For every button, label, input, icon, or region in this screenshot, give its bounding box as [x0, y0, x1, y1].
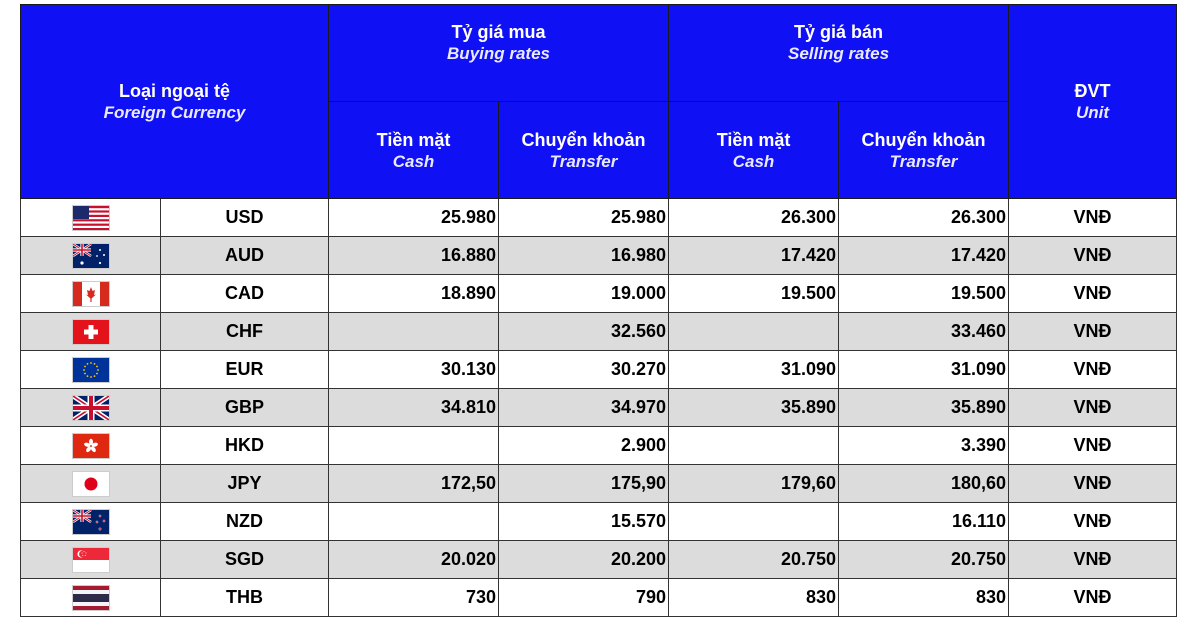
gb-flag-icon: [72, 395, 110, 421]
unit-header: [1009, 5, 1177, 199]
currency-code: CHF: [161, 313, 329, 351]
unit-value: VNĐ: [1009, 237, 1177, 275]
buy-transfer-value: 34.970: [499, 389, 669, 427]
buy-cash-header: [329, 102, 499, 199]
buy-cash-header-vi: Tiền mặt: [376, 129, 451, 150]
sell-cash-value: 17.420: [669, 237, 839, 275]
buy-cash-value: 730: [329, 579, 499, 617]
unit-value: VNĐ: [1009, 199, 1177, 237]
buy-transfer-header-vi: Chuyển khoản: [521, 129, 646, 150]
buy-transfer-header: [499, 102, 669, 199]
flag-cell: [21, 275, 161, 313]
sell-cash-value: [669, 313, 839, 351]
sell-transfer-value: 16.110: [839, 503, 1009, 541]
nz-flag-icon: [72, 509, 110, 535]
table-row: [21, 313, 1177, 351]
flag-cell: [21, 313, 161, 351]
buying-header-en: Buying rates: [447, 43, 551, 63]
currency-code: AUD: [161, 237, 329, 275]
buying-rates-header: [329, 5, 669, 102]
currency-code: CAD: [161, 275, 329, 313]
unit-value: VNĐ: [1009, 465, 1177, 503]
buy-transfer-value: 32.560: [499, 313, 669, 351]
unit-value: VNĐ: [1009, 389, 1177, 427]
sell-cash-value: [669, 427, 839, 465]
buy-cash-value: 16.880: [329, 237, 499, 275]
currency-header-en: Foreign Currency: [103, 103, 246, 122]
buy-transfer-value: 25.980: [499, 199, 669, 237]
sg-flag-icon: [72, 547, 110, 573]
flag-cell: [21, 427, 161, 465]
buy-transfer-value: 30.270: [499, 351, 669, 389]
unit-value: VNĐ: [1009, 541, 1177, 579]
sell-transfer-header: [839, 102, 1009, 199]
eu-flag-icon: [72, 357, 110, 383]
flag-cell: [21, 465, 161, 503]
table-row: [21, 427, 1177, 465]
exchange-rate-table: [20, 4, 1177, 617]
flag-cell: [21, 351, 161, 389]
selling-header-en: Selling rates: [787, 43, 890, 63]
ca-flag-icon: [72, 281, 110, 307]
sell-cash-value: 20.750: [669, 541, 839, 579]
hk-flag-icon: [72, 433, 110, 459]
buy-cash-value: 172,50: [329, 465, 499, 503]
au-flag-icon: [72, 243, 110, 269]
unit-value: VNĐ: [1009, 579, 1177, 617]
buy-cash-value: 20.020: [329, 541, 499, 579]
buy-cash-value: 30.130: [329, 351, 499, 389]
buy-transfer-value: 20.200: [499, 541, 669, 579]
unit-value: VNĐ: [1009, 351, 1177, 389]
table-row: [21, 351, 1177, 389]
currency-header-vi: Loại ngoại tệ: [119, 81, 231, 101]
sell-transfer-value: 33.460: [839, 313, 1009, 351]
buy-transfer-value: 175,90: [499, 465, 669, 503]
unit-value: VNĐ: [1009, 275, 1177, 313]
unit-value: VNĐ: [1009, 313, 1177, 351]
flag-cell: [21, 199, 161, 237]
currency-code: JPY: [161, 465, 329, 503]
buy-transfer-value: 16.980: [499, 237, 669, 275]
flag-cell: [21, 541, 161, 579]
buy-cash-value: [329, 427, 499, 465]
currency-code: USD: [161, 199, 329, 237]
sell-transfer-value: 19.500: [839, 275, 1009, 313]
sell-cash-value: 179,60: [669, 465, 839, 503]
buy-cash-value: [329, 503, 499, 541]
sell-cash-value: 19.500: [669, 275, 839, 313]
sell-cash-value: 35.890: [669, 389, 839, 427]
table-row: [21, 541, 1177, 579]
buy-cash-value: 18.890: [329, 275, 499, 313]
sell-cash-header-vi: Tiền mặt: [716, 129, 791, 150]
sell-transfer-value: 830: [839, 579, 1009, 617]
sell-cash-header-en: Cash: [732, 151, 775, 171]
jp-flag-icon: [72, 471, 110, 497]
us-flag-icon: [72, 205, 110, 231]
selling-header-vi: Tỷ giá bán: [794, 21, 884, 42]
flag-cell: [21, 503, 161, 541]
currency-header: [21, 5, 329, 199]
buy-transfer-value: 19.000: [499, 275, 669, 313]
buy-cash-header-en: Cash: [392, 151, 435, 171]
currency-code: HKD: [161, 427, 329, 465]
buy-cash-value: [329, 313, 499, 351]
sell-transfer-value: 17.420: [839, 237, 1009, 275]
unit-value: VNĐ: [1009, 427, 1177, 465]
table-row: [21, 199, 1177, 237]
sell-transfer-header-vi: Chuyển khoản: [861, 129, 986, 150]
flag-cell: [21, 579, 161, 617]
sell-transfer-value: 20.750: [839, 541, 1009, 579]
buying-header-vi: Tỷ giá mua: [451, 21, 546, 42]
currency-code: NZD: [161, 503, 329, 541]
table-row: [21, 465, 1177, 503]
selling-rates-header: [669, 5, 1009, 102]
currency-code: SGD: [161, 541, 329, 579]
sell-transfer-value: 26.300: [839, 199, 1009, 237]
rate-table-body: [21, 199, 1177, 617]
sell-cash-value: 31.090: [669, 351, 839, 389]
buy-transfer-header-en: Transfer: [549, 151, 618, 171]
table-row: [21, 275, 1177, 313]
table-row: [21, 237, 1177, 275]
buy-transfer-value: 790: [499, 579, 669, 617]
currency-code: GBP: [161, 389, 329, 427]
unit-header-vi: ĐVT: [1074, 81, 1111, 101]
flag-cell: [21, 389, 161, 427]
sell-cash-value: [669, 503, 839, 541]
buy-transfer-value: 2.900: [499, 427, 669, 465]
sell-transfer-value: 31.090: [839, 351, 1009, 389]
unit-value: VNĐ: [1009, 503, 1177, 541]
buy-cash-value: 34.810: [329, 389, 499, 427]
sell-cash-value: 26.300: [669, 199, 839, 237]
ch-flag-icon: [72, 319, 110, 345]
currency-code: EUR: [161, 351, 329, 389]
table-row: [21, 579, 1177, 617]
sell-transfer-value: 180,60: [839, 465, 1009, 503]
exchange-rate-table-container: [20, 4, 1176, 617]
table-row: [21, 503, 1177, 541]
sell-cash-header: [669, 102, 839, 199]
flag-cell: [21, 237, 161, 275]
sell-cash-value: 830: [669, 579, 839, 617]
buy-transfer-value: 15.570: [499, 503, 669, 541]
unit-header-en: Unit: [1076, 103, 1110, 122]
sell-transfer-header-en: Transfer: [889, 151, 958, 171]
th-flag-icon: [72, 585, 110, 611]
table-row: [21, 389, 1177, 427]
sell-transfer-value: 35.890: [839, 389, 1009, 427]
sell-transfer-value: 3.390: [839, 427, 1009, 465]
currency-code: THB: [161, 579, 329, 617]
buy-cash-value: 25.980: [329, 199, 499, 237]
